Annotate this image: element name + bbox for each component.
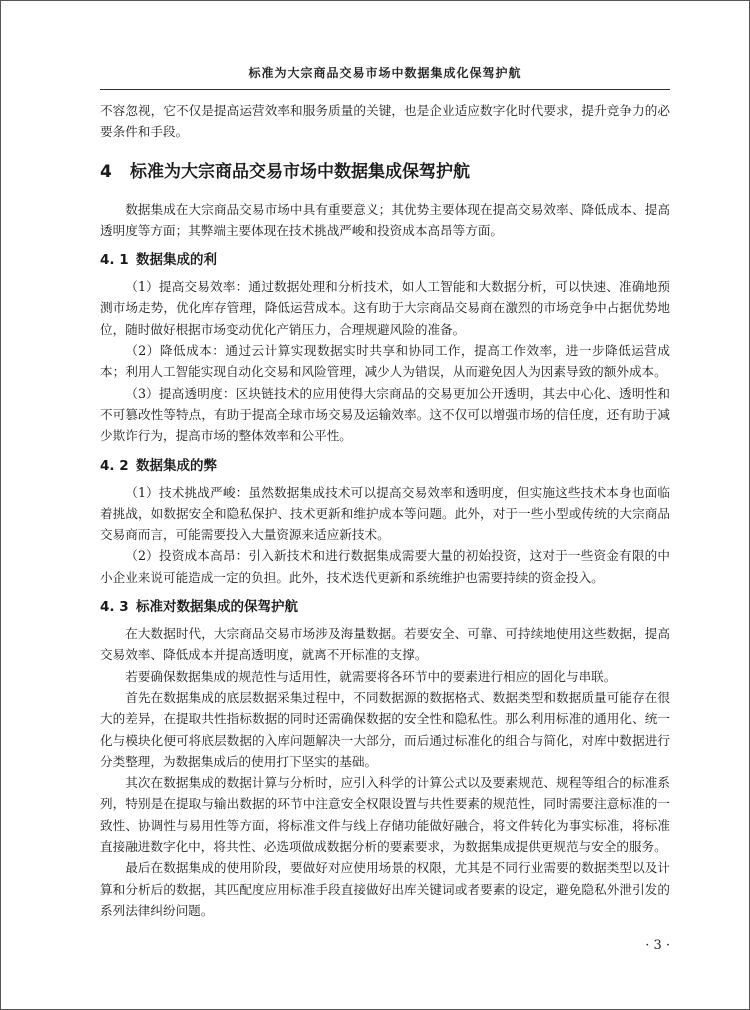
body-paragraph: 数据集成在大宗商品交易市场中具有重要意义；其优势主要体现在提高交易效率、降低成本、提高透明度等方面；其弊端主要体现在技术挑战严峻和投资成本高昂等方面。	[100, 201, 670, 238]
body-paragraph: （1）提高交易效率：通过数据处理和分析技术，如人工智能和大数据分析，可以快速、准确地预测市场走势，优化库存管理，降低运营成本。这有助于大宗商品交易商在激烈的市场竞争中占据优势地位，随时做好根据市场变动优化产销压力，合理规避风险的准备。	[100, 279, 670, 337]
section-4-heading	[100, 160, 670, 184]
section-title: 标准为大宗商品交易市场中数据集成保驾护航	[130, 161, 470, 182]
section-title: 数据集成的弊	[136, 457, 217, 474]
section-4-1-heading	[100, 249, 670, 271]
page-body	[100, 100, 670, 921]
section-4-3-heading	[100, 596, 670, 618]
body-paragraph: 在大数据时代，大宗商品交易市场涉及海量数据。若要安全、可靠、可持续地使用这些数据，提高交易效率、降低成本并提高透明度，就离不开标准的支撑。	[100, 626, 670, 663]
body-paragraph: 最后在数据集成的使用阶段，要做好对应使用场景的权限，尤其是不同行业需要的数据类型以及计算和分析后的数据，其匹配度应用标准手段直接做好出库关键词或者要素的设定，避免隐私外泄引发的系列法律纠纷问题。	[100, 860, 670, 918]
section-number: 4	[100, 161, 112, 182]
page-number: · 3 ·	[645, 938, 670, 953]
body-paragraph: 其次在数据集成的数据计算与分析时，应引入科学的计算公式以及要素规范、规程等组合的标准系列，特别是在提取与输出数据的环节中注意安全权限设置与共性要素的规范性，同时需要注意标准的一致性、协调性与易用性等方面，将标准文件与线上存储功能做好融合，将文件转化为事实标准，将标准直接融进数字化中，将共性、必选项做成数据分析的要素要求，为数据集成提供更规范与安全的服务。	[100, 775, 670, 855]
body-paragraph: （1）技术挑战严峻：虽然数据集成技术可以提高交易效率和透明度，但实施这些技术本身也面临着挑战，如数据安全和隐私保护、技术更新和维护成本等问题。此外，对于一些小型或传统的大宗商品交易商而言，可能需要投入大量资源来适应新技术。	[100, 484, 670, 543]
section-title: 标准对数据集成的保驾护航	[136, 599, 298, 616]
body-paragraph: 若要确保数据集成的规范性与适用性，就需要将各环节中的要素进行相应的固化与串联。	[125, 668, 617, 684]
section-title: 数据集成的利	[136, 252, 217, 269]
body-paragraph: （2）投资成本高昂：引入新技术和进行数据集成需要大量的初始投资，这对于一些资金有限的中小企业来说可能造成一定的负担。此外，技术迭代更新和系统维护也需要持续的资金投入。	[100, 548, 670, 585]
section-number: 4. 2	[100, 457, 129, 474]
section-number: 4. 3	[100, 599, 129, 616]
body-paragraph: 首先在数据集成的底层数据采集过程中，不同数据源的数据格式、数据类型和数据质量可能存在很大的差异，在提取共性指标数据的同时还需确保数据的安全性和隐私性。那么利用标准的通用化、统一化与模块化便可将底层数据的入库问题解决一大部分，而后通过标准化的组合与简化，对库中数据进行分类整理，为数据集成后的使用打下坚实的基础。	[100, 689, 670, 769]
header-rule	[100, 89, 670, 90]
body-paragraph: （3）提高透明度：区块链技术的应用使得大宗商品的交易更加公开透明，其去中心化、透明性和不可篡改性等特点，有助于提高全球市场交易及运输效率。这不仅可以增强市场的信任度，还有助于减少欺诈行为，提高市场的整体效率和公平性。	[100, 385, 670, 444]
running-header: 标准为大宗商品交易市场中数据集成化保驾护航	[248, 66, 522, 80]
section-4-2-heading	[100, 455, 670, 477]
body-paragraph: （2）降低成本：通过云计算实现数据实时共享和协同工作，提高工作效率，进一步降低运营成本；利用人工智能实现自动化交易和风险管理，减少人为错误，从而避免因人为因素导致的额外成本。	[100, 343, 670, 380]
section-number: 4. 1	[100, 252, 129, 269]
intro-paragraph: 不容忽视，它不仅是提高运营效率和服务质量的关键，也是企业适应数字化时代要求，提升竞争力的必要条件和手段。	[100, 103, 670, 140]
